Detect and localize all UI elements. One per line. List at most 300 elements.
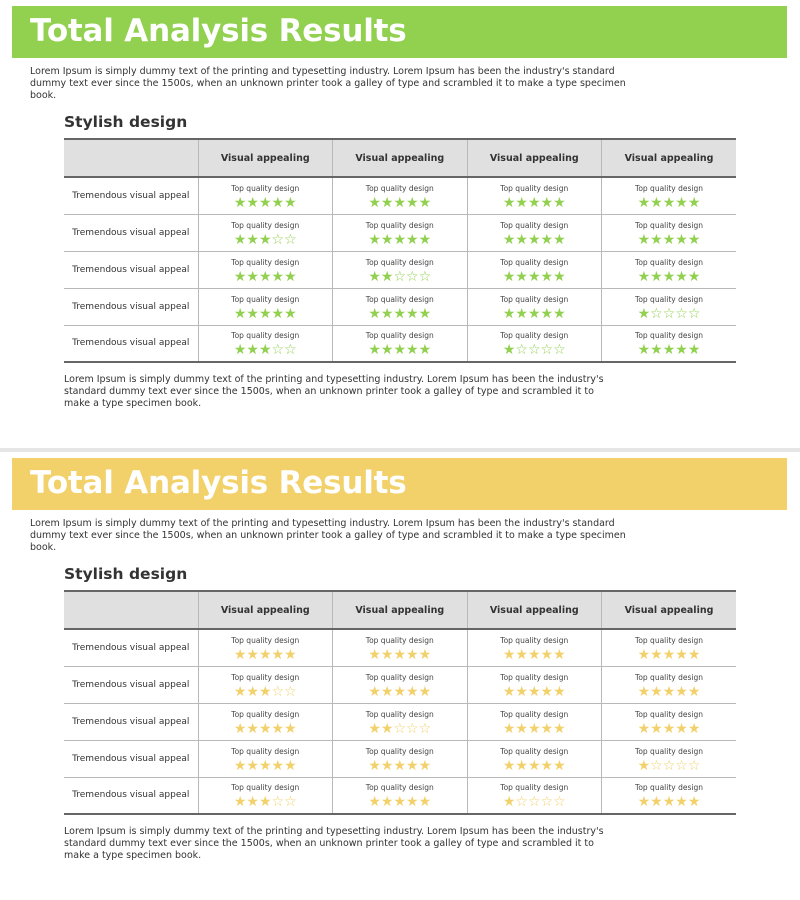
cell-caption: Top quality design [365, 709, 434, 719]
rating-cell [602, 288, 737, 325]
star-filled-icon: ★ [406, 231, 419, 248]
star-filled-icon: ★ [380, 757, 394, 774]
star-empty-icon: ☆ [284, 794, 297, 811]
star-filled-icon: ★ [662, 683, 676, 700]
star-filled-icon: ★ [284, 305, 297, 322]
star-filled-icon: ★ [368, 305, 381, 322]
star-rating [468, 341, 602, 359]
rating-cell [198, 288, 333, 325]
star-filled-icon: ★ [258, 231, 272, 248]
star-empty-icon: ☆ [271, 231, 285, 248]
rating-cell [198, 177, 333, 214]
star-filled-icon: ★ [418, 305, 432, 322]
star-filled-icon: ★ [418, 231, 432, 248]
slide-green [0, 0, 800, 448]
row-label: Tremendous visual appeal [64, 325, 198, 362]
star-filled-icon: ★ [527, 683, 541, 700]
star-filled-icon: ★ [637, 794, 651, 811]
star-filled-icon: ★ [284, 757, 297, 774]
star-filled-icon: ★ [515, 683, 528, 700]
table-row [64, 251, 736, 288]
row-label: Tremendous visual appeal [64, 703, 198, 740]
star-empty-icon: ☆ [650, 305, 663, 322]
star-filled-icon: ★ [258, 794, 272, 811]
cell-caption: Top quality design [635, 220, 703, 230]
table-body [64, 629, 736, 814]
table-body [64, 177, 736, 362]
star-rating [333, 646, 467, 661]
star-empty-icon: ☆ [393, 268, 407, 285]
cell-caption: Top quality design [231, 257, 300, 267]
rating-cell [198, 214, 333, 251]
star-filled-icon: ★ [650, 683, 663, 700]
star-filled-icon: ★ [284, 194, 297, 211]
star-rating [468, 305, 602, 320]
star-filled-icon: ★ [502, 683, 516, 700]
rating-cell [602, 214, 737, 251]
rating-cell [467, 251, 602, 288]
rating-cell [333, 777, 468, 814]
star-filled-icon: ★ [637, 720, 651, 737]
star-rating [333, 305, 467, 320]
rating-cell [602, 740, 737, 777]
star-filled-icon: ★ [637, 305, 651, 322]
star-filled-icon: ★ [393, 794, 407, 811]
star-filled-icon: ★ [233, 305, 247, 322]
cell-caption: Top quality design [635, 672, 703, 682]
star-rating [199, 793, 333, 811]
star-filled-icon: ★ [380, 305, 394, 322]
star-filled-icon: ★ [258, 194, 272, 211]
star-rating [468, 268, 602, 283]
intro-paragraph: Lorem Ipsum is simply dummy text of the printing and typesetting industry. Lorem Ipsum has been the industry's standard dummy text ever since the 1500s, when an unknown printer took a galley of type and scrambled it to make a type specimen book. [30, 518, 626, 553]
star-filled-icon: ★ [553, 305, 566, 322]
star-filled-icon: ★ [284, 720, 297, 737]
star-filled-icon: ★ [502, 268, 516, 285]
star-empty-icon: ☆ [284, 231, 297, 248]
rating-cell [333, 325, 468, 362]
star-filled-icon: ★ [502, 757, 516, 774]
star-filled-icon: ★ [258, 757, 272, 774]
star-filled-icon: ★ [527, 720, 541, 737]
star-filled-icon: ★ [527, 646, 541, 663]
rating-cell [467, 214, 602, 251]
cell-caption: Top quality design [231, 672, 300, 682]
cell-caption: Top quality design [635, 746, 703, 756]
section-subtitle: Stylish design [64, 113, 188, 131]
cell-caption: Top quality design [635, 783, 703, 793]
star-filled-icon: ★ [553, 231, 566, 248]
cell-caption: Top quality design [365, 257, 434, 267]
cell-caption: Top quality design [365, 746, 434, 756]
star-empty-icon: ☆ [515, 342, 528, 359]
cell-caption: Top quality design [231, 783, 300, 793]
cell-caption: Top quality design [365, 635, 434, 645]
star-empty-icon: ☆ [687, 305, 701, 322]
star-filled-icon: ★ [380, 720, 394, 737]
rating-cell [198, 629, 333, 666]
rating-cell [333, 666, 468, 703]
star-filled-icon: ★ [650, 342, 663, 359]
row-label: Tremendous visual appeal [64, 777, 198, 814]
star-filled-icon: ★ [637, 646, 651, 663]
column-header: Visual appealing [467, 591, 602, 629]
star-filled-icon: ★ [637, 194, 651, 211]
star-filled-icon: ★ [662, 268, 676, 285]
star-rating [333, 194, 467, 209]
table-row [64, 629, 736, 666]
star-filled-icon: ★ [380, 268, 394, 285]
star-empty-icon: ☆ [393, 720, 407, 737]
ratings-table [64, 590, 736, 815]
star-filled-icon: ★ [258, 720, 272, 737]
footer-paragraph: Lorem Ipsum is simply dummy text of the printing and typesetting industry. Lorem Ipsum has been the industry's standard dummy text ever since the 1500s, when an unknown printer took a galley of type and scrambled it to make a type specimen book. [64, 826, 604, 861]
rating-cell [602, 629, 737, 666]
row-label: Tremendous visual appeal [64, 629, 198, 666]
star-filled-icon: ★ [393, 305, 407, 322]
star-rating [199, 720, 333, 735]
header-empty-cell [64, 591, 198, 629]
star-rating [199, 305, 333, 320]
star-filled-icon: ★ [502, 342, 516, 359]
star-empty-icon: ☆ [553, 342, 566, 359]
star-empty-icon: ☆ [527, 794, 541, 811]
star-filled-icon: ★ [675, 342, 688, 359]
star-filled-icon: ★ [418, 646, 432, 663]
cell-caption: Top quality design [231, 709, 300, 719]
rating-cell [602, 177, 737, 214]
table-row [64, 177, 736, 214]
cell-caption: Top quality design [635, 257, 703, 267]
star-filled-icon: ★ [258, 305, 272, 322]
star-filled-icon: ★ [687, 683, 701, 700]
rating-cell [467, 666, 602, 703]
star-filled-icon: ★ [515, 194, 528, 211]
star-filled-icon: ★ [527, 231, 541, 248]
star-rating [333, 793, 467, 811]
column-header: Visual appealing [602, 139, 737, 177]
star-filled-icon: ★ [246, 268, 259, 285]
star-filled-icon: ★ [406, 757, 419, 774]
cell-caption: Top quality design [231, 183, 300, 193]
star-filled-icon: ★ [246, 342, 259, 359]
star-filled-icon: ★ [418, 794, 432, 811]
cell-caption: Top quality design [231, 746, 300, 756]
star-filled-icon: ★ [246, 231, 259, 248]
star-filled-icon: ★ [406, 794, 419, 811]
star-rating [602, 757, 736, 772]
star-rating [602, 194, 736, 209]
star-filled-icon: ★ [406, 342, 419, 359]
star-filled-icon: ★ [553, 720, 566, 737]
star-filled-icon: ★ [406, 194, 419, 211]
row-label: Tremendous visual appeal [64, 177, 198, 214]
star-filled-icon: ★ [650, 720, 663, 737]
cell-caption: Top quality design [500, 746, 569, 756]
star-filled-icon: ★ [368, 231, 381, 248]
star-filled-icon: ★ [675, 231, 688, 248]
rating-cell [333, 703, 468, 740]
star-filled-icon: ★ [271, 720, 285, 737]
footer-paragraph: Lorem Ipsum is simply dummy text of the printing and typesetting industry. Lorem Ipsum has been the industry's standard dummy text ever since the 1500s, when an unknown printer took a galley of type and scrambled it to make a type specimen book. [64, 374, 604, 409]
star-filled-icon: ★ [258, 268, 272, 285]
rating-cell [333, 214, 468, 251]
star-filled-icon: ★ [233, 194, 247, 211]
star-filled-icon: ★ [406, 646, 419, 663]
cell-caption: Top quality design [635, 709, 703, 719]
star-rating [602, 341, 736, 359]
star-filled-icon: ★ [687, 268, 701, 285]
star-empty-icon: ☆ [687, 757, 701, 774]
star-rating [333, 341, 467, 359]
star-filled-icon: ★ [540, 683, 554, 700]
star-filled-icon: ★ [540, 231, 554, 248]
star-empty-icon: ☆ [540, 794, 554, 811]
star-filled-icon: ★ [368, 268, 381, 285]
star-filled-icon: ★ [662, 342, 676, 359]
star-rating [199, 646, 333, 661]
star-filled-icon: ★ [380, 646, 394, 663]
star-filled-icon: ★ [675, 646, 688, 663]
star-empty-icon: ☆ [675, 757, 688, 774]
star-filled-icon: ★ [393, 683, 407, 700]
star-filled-icon: ★ [368, 757, 381, 774]
rating-cell [467, 740, 602, 777]
star-filled-icon: ★ [233, 231, 247, 248]
star-filled-icon: ★ [418, 194, 432, 211]
star-filled-icon: ★ [258, 646, 272, 663]
star-empty-icon: ☆ [406, 720, 419, 737]
star-filled-icon: ★ [502, 646, 516, 663]
star-filled-icon: ★ [502, 231, 516, 248]
star-filled-icon: ★ [515, 720, 528, 737]
cell-caption: Top quality design [500, 709, 569, 719]
star-filled-icon: ★ [393, 646, 407, 663]
star-filled-icon: ★ [233, 683, 247, 700]
star-filled-icon: ★ [406, 683, 419, 700]
cell-caption: Top quality design [500, 294, 569, 304]
star-filled-icon: ★ [393, 757, 407, 774]
table-row [64, 777, 736, 814]
star-filled-icon: ★ [368, 794, 381, 811]
cell-caption: Top quality design [365, 294, 434, 304]
row-label: Tremendous visual appeal [64, 288, 198, 325]
star-filled-icon: ★ [553, 757, 566, 774]
rating-cell [333, 288, 468, 325]
cell-caption: Top quality design [231, 635, 300, 645]
rating-cell [602, 325, 737, 362]
star-filled-icon: ★ [418, 342, 432, 359]
star-empty-icon: ☆ [418, 720, 432, 737]
star-filled-icon: ★ [515, 268, 528, 285]
star-empty-icon: ☆ [675, 305, 688, 322]
cell-caption: Top quality design [500, 635, 569, 645]
cell-caption: Top quality design [365, 183, 434, 193]
star-empty-icon: ☆ [515, 794, 528, 811]
rating-cell [467, 288, 602, 325]
star-filled-icon: ★ [246, 305, 259, 322]
table-row [64, 288, 736, 325]
star-filled-icon: ★ [675, 794, 688, 811]
table-header-row [64, 591, 736, 629]
star-filled-icon: ★ [502, 194, 516, 211]
star-filled-icon: ★ [662, 231, 676, 248]
star-filled-icon: ★ [418, 757, 432, 774]
star-filled-icon: ★ [246, 646, 259, 663]
rating-cell [198, 703, 333, 740]
star-filled-icon: ★ [637, 342, 651, 359]
star-filled-icon: ★ [258, 342, 272, 359]
star-filled-icon: ★ [380, 194, 394, 211]
star-filled-icon: ★ [687, 794, 701, 811]
star-filled-icon: ★ [418, 683, 432, 700]
star-filled-icon: ★ [637, 268, 651, 285]
rating-cell [198, 251, 333, 288]
star-rating [602, 268, 736, 283]
rating-cell [333, 251, 468, 288]
rating-cell [467, 325, 602, 362]
star-filled-icon: ★ [380, 231, 394, 248]
rating-cell [602, 777, 737, 814]
star-empty-icon: ☆ [271, 683, 285, 700]
rating-cell [198, 740, 333, 777]
rating-cell [467, 777, 602, 814]
star-filled-icon: ★ [246, 194, 259, 211]
star-filled-icon: ★ [540, 757, 554, 774]
star-rating [468, 757, 602, 772]
star-filled-icon: ★ [637, 683, 651, 700]
star-filled-icon: ★ [515, 305, 528, 322]
star-filled-icon: ★ [393, 231, 407, 248]
cell-caption: Top quality design [231, 220, 300, 230]
star-filled-icon: ★ [553, 683, 566, 700]
star-empty-icon: ☆ [662, 305, 676, 322]
star-filled-icon: ★ [675, 683, 688, 700]
star-filled-icon: ★ [527, 194, 541, 211]
ratings-table [64, 138, 736, 363]
cell-caption: Top quality design [635, 294, 703, 304]
rating-cell [333, 177, 468, 214]
header-empty-cell [64, 139, 198, 177]
star-filled-icon: ★ [662, 646, 676, 663]
star-filled-icon: ★ [271, 646, 285, 663]
star-filled-icon: ★ [406, 305, 419, 322]
star-filled-icon: ★ [650, 794, 663, 811]
rating-cell [602, 666, 737, 703]
star-filled-icon: ★ [527, 305, 541, 322]
star-rating [468, 646, 602, 661]
rating-cell [333, 740, 468, 777]
star-filled-icon: ★ [637, 231, 651, 248]
star-filled-icon: ★ [233, 794, 247, 811]
star-rating [333, 231, 467, 246]
title-banner [12, 6, 787, 58]
star-empty-icon: ☆ [527, 342, 541, 359]
star-filled-icon: ★ [271, 268, 285, 285]
star-filled-icon: ★ [662, 720, 676, 737]
star-filled-icon: ★ [515, 231, 528, 248]
cell-caption: Top quality design [500, 220, 569, 230]
star-empty-icon: ☆ [540, 342, 554, 359]
star-filled-icon: ★ [393, 194, 407, 211]
star-filled-icon: ★ [233, 757, 247, 774]
star-rating [602, 646, 736, 661]
star-rating [602, 305, 736, 320]
star-rating [333, 720, 467, 735]
star-filled-icon: ★ [687, 342, 701, 359]
cell-caption: Top quality design [500, 183, 569, 193]
rating-cell [467, 629, 602, 666]
star-filled-icon: ★ [258, 683, 272, 700]
star-filled-icon: ★ [527, 757, 541, 774]
cell-caption: Top quality design [365, 220, 434, 230]
star-filled-icon: ★ [650, 231, 663, 248]
star-filled-icon: ★ [233, 268, 247, 285]
star-rating [468, 683, 602, 698]
star-rating [333, 757, 467, 772]
row-label: Tremendous visual appeal [64, 251, 198, 288]
cell-caption: Top quality design [365, 331, 434, 341]
star-filled-icon: ★ [368, 194, 381, 211]
row-label: Tremendous visual appeal [64, 214, 198, 251]
rating-cell [333, 629, 468, 666]
star-filled-icon: ★ [515, 646, 528, 663]
star-filled-icon: ★ [502, 720, 516, 737]
column-header: Visual appealing [467, 139, 602, 177]
star-filled-icon: ★ [687, 720, 701, 737]
rating-cell [198, 777, 333, 814]
rating-cell [198, 666, 333, 703]
star-filled-icon: ★ [246, 720, 259, 737]
cell-caption: Top quality design [231, 294, 300, 304]
star-rating [468, 793, 602, 811]
row-label: Tremendous visual appeal [64, 666, 198, 703]
star-empty-icon: ☆ [418, 268, 432, 285]
rating-cell [467, 177, 602, 214]
star-filled-icon: ★ [233, 646, 247, 663]
star-filled-icon: ★ [553, 268, 566, 285]
star-empty-icon: ☆ [406, 268, 419, 285]
column-header: Visual appealing [333, 139, 468, 177]
star-filled-icon: ★ [540, 646, 554, 663]
star-empty-icon: ☆ [284, 683, 297, 700]
star-filled-icon: ★ [271, 194, 285, 211]
star-empty-icon: ☆ [271, 794, 285, 811]
column-header: Visual appealing [602, 591, 737, 629]
star-rating [602, 720, 736, 735]
title-banner [12, 458, 787, 510]
star-empty-icon: ☆ [662, 757, 676, 774]
star-filled-icon: ★ [687, 231, 701, 248]
star-rating [333, 268, 467, 283]
cell-caption: Top quality design [500, 331, 569, 341]
rating-cell [467, 703, 602, 740]
star-empty-icon: ☆ [553, 794, 566, 811]
cell-caption: Top quality design [231, 331, 300, 341]
star-rating [602, 683, 736, 698]
star-filled-icon: ★ [540, 268, 554, 285]
star-rating [199, 341, 333, 359]
star-filled-icon: ★ [246, 757, 259, 774]
cell-caption: Top quality design [635, 183, 703, 193]
star-filled-icon: ★ [553, 194, 566, 211]
star-rating [468, 231, 602, 246]
star-filled-icon: ★ [540, 720, 554, 737]
star-filled-icon: ★ [662, 194, 676, 211]
star-filled-icon: ★ [662, 794, 676, 811]
star-filled-icon: ★ [393, 342, 407, 359]
table-row [64, 666, 736, 703]
